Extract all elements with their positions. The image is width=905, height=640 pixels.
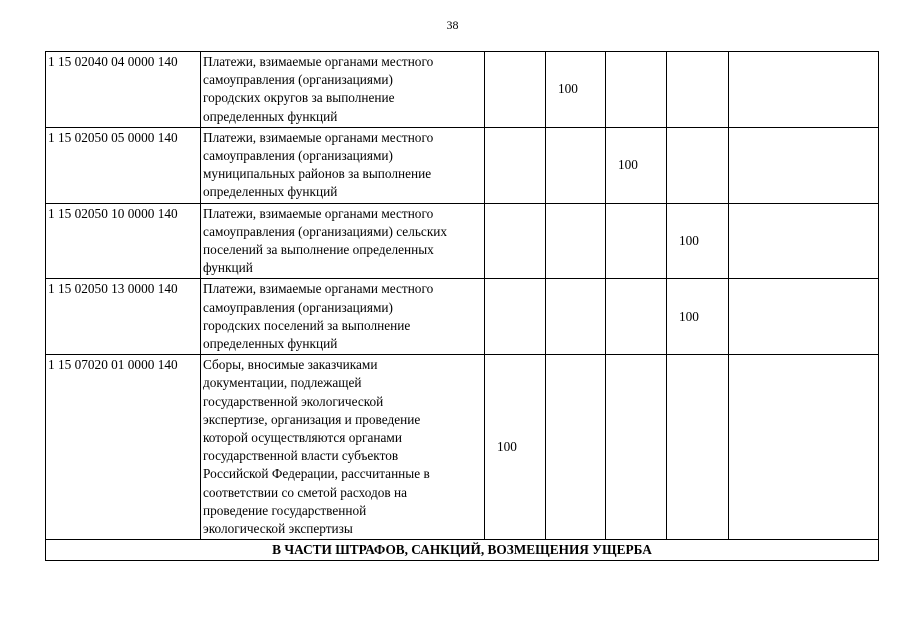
share-value: 100 [606, 127, 667, 203]
share-value [729, 127, 879, 203]
share-value [606, 52, 667, 128]
table-row [46, 127, 879, 203]
share-value [485, 127, 546, 203]
revenue-distribution-table [45, 51, 879, 561]
revenue-code: 1 15 02050 13 0000 140 [46, 279, 201, 355]
revenue-name: Платежи, взимаемые органами местного самоуправления (организациями) муниципальных районов за выполнение определенных функций [201, 127, 485, 203]
revenue-name: Сборы, вносимые заказчиками документации, подлежащей государственной экологической экспертизе, организация и проведение которой осуществляются органами государственной власти субъектов Российской Федерации, рассчитанные в соответствии со сметой расходов на проведение государственной экологической экспертизы [201, 355, 485, 540]
share-value [667, 127, 729, 203]
share-value: 100 [667, 279, 729, 355]
share-value [546, 355, 606, 540]
revenue-code: 1 15 02050 10 0000 140 [46, 203, 201, 279]
revenue-code: 1 15 07020 01 0000 140 [46, 355, 201, 540]
table-row [46, 203, 879, 279]
share-value [606, 203, 667, 279]
share-value [546, 127, 606, 203]
share-value [485, 203, 546, 279]
revenue-code: 1 15 02040 04 0000 140 [46, 52, 201, 128]
share-value [606, 279, 667, 355]
share-value [485, 52, 546, 128]
share-value [729, 355, 879, 540]
revenue-name: Платежи, взимаемые органами местного самоуправления (организациями) городских округов за выполнение определенных функций [201, 52, 485, 128]
section-heading: В ЧАСТИ ШТРАФОВ, САНКЦИЙ, ВОЗМЕЩЕНИЯ УЩЕРБА [46, 540, 879, 561]
revenue-name: Платежи, взимаемые органами местного самоуправления (организациями) городских поселений за выполнение определенных функций [201, 279, 485, 355]
share-value [729, 279, 879, 355]
table-row [46, 279, 879, 355]
share-value [485, 279, 546, 355]
share-value [546, 203, 606, 279]
share-value [729, 203, 879, 279]
share-value [667, 355, 729, 540]
share-value: 100 [667, 203, 729, 279]
page-number: 38 [446, 18, 459, 32]
revenue-code: 1 15 02050 05 0000 140 [46, 127, 201, 203]
share-value: 100 [546, 52, 606, 128]
table-row [46, 355, 879, 540]
share-value [729, 52, 879, 128]
table-row [46, 52, 879, 128]
section-heading-row [46, 540, 879, 561]
share-value [667, 52, 729, 128]
revenue-name: Платежи, взимаемые органами местного самоуправления (организациями) сельских поселений за выполнение определенных функций [201, 203, 485, 279]
share-value: 100 [485, 355, 546, 540]
share-value [546, 279, 606, 355]
share-value [606, 355, 667, 540]
